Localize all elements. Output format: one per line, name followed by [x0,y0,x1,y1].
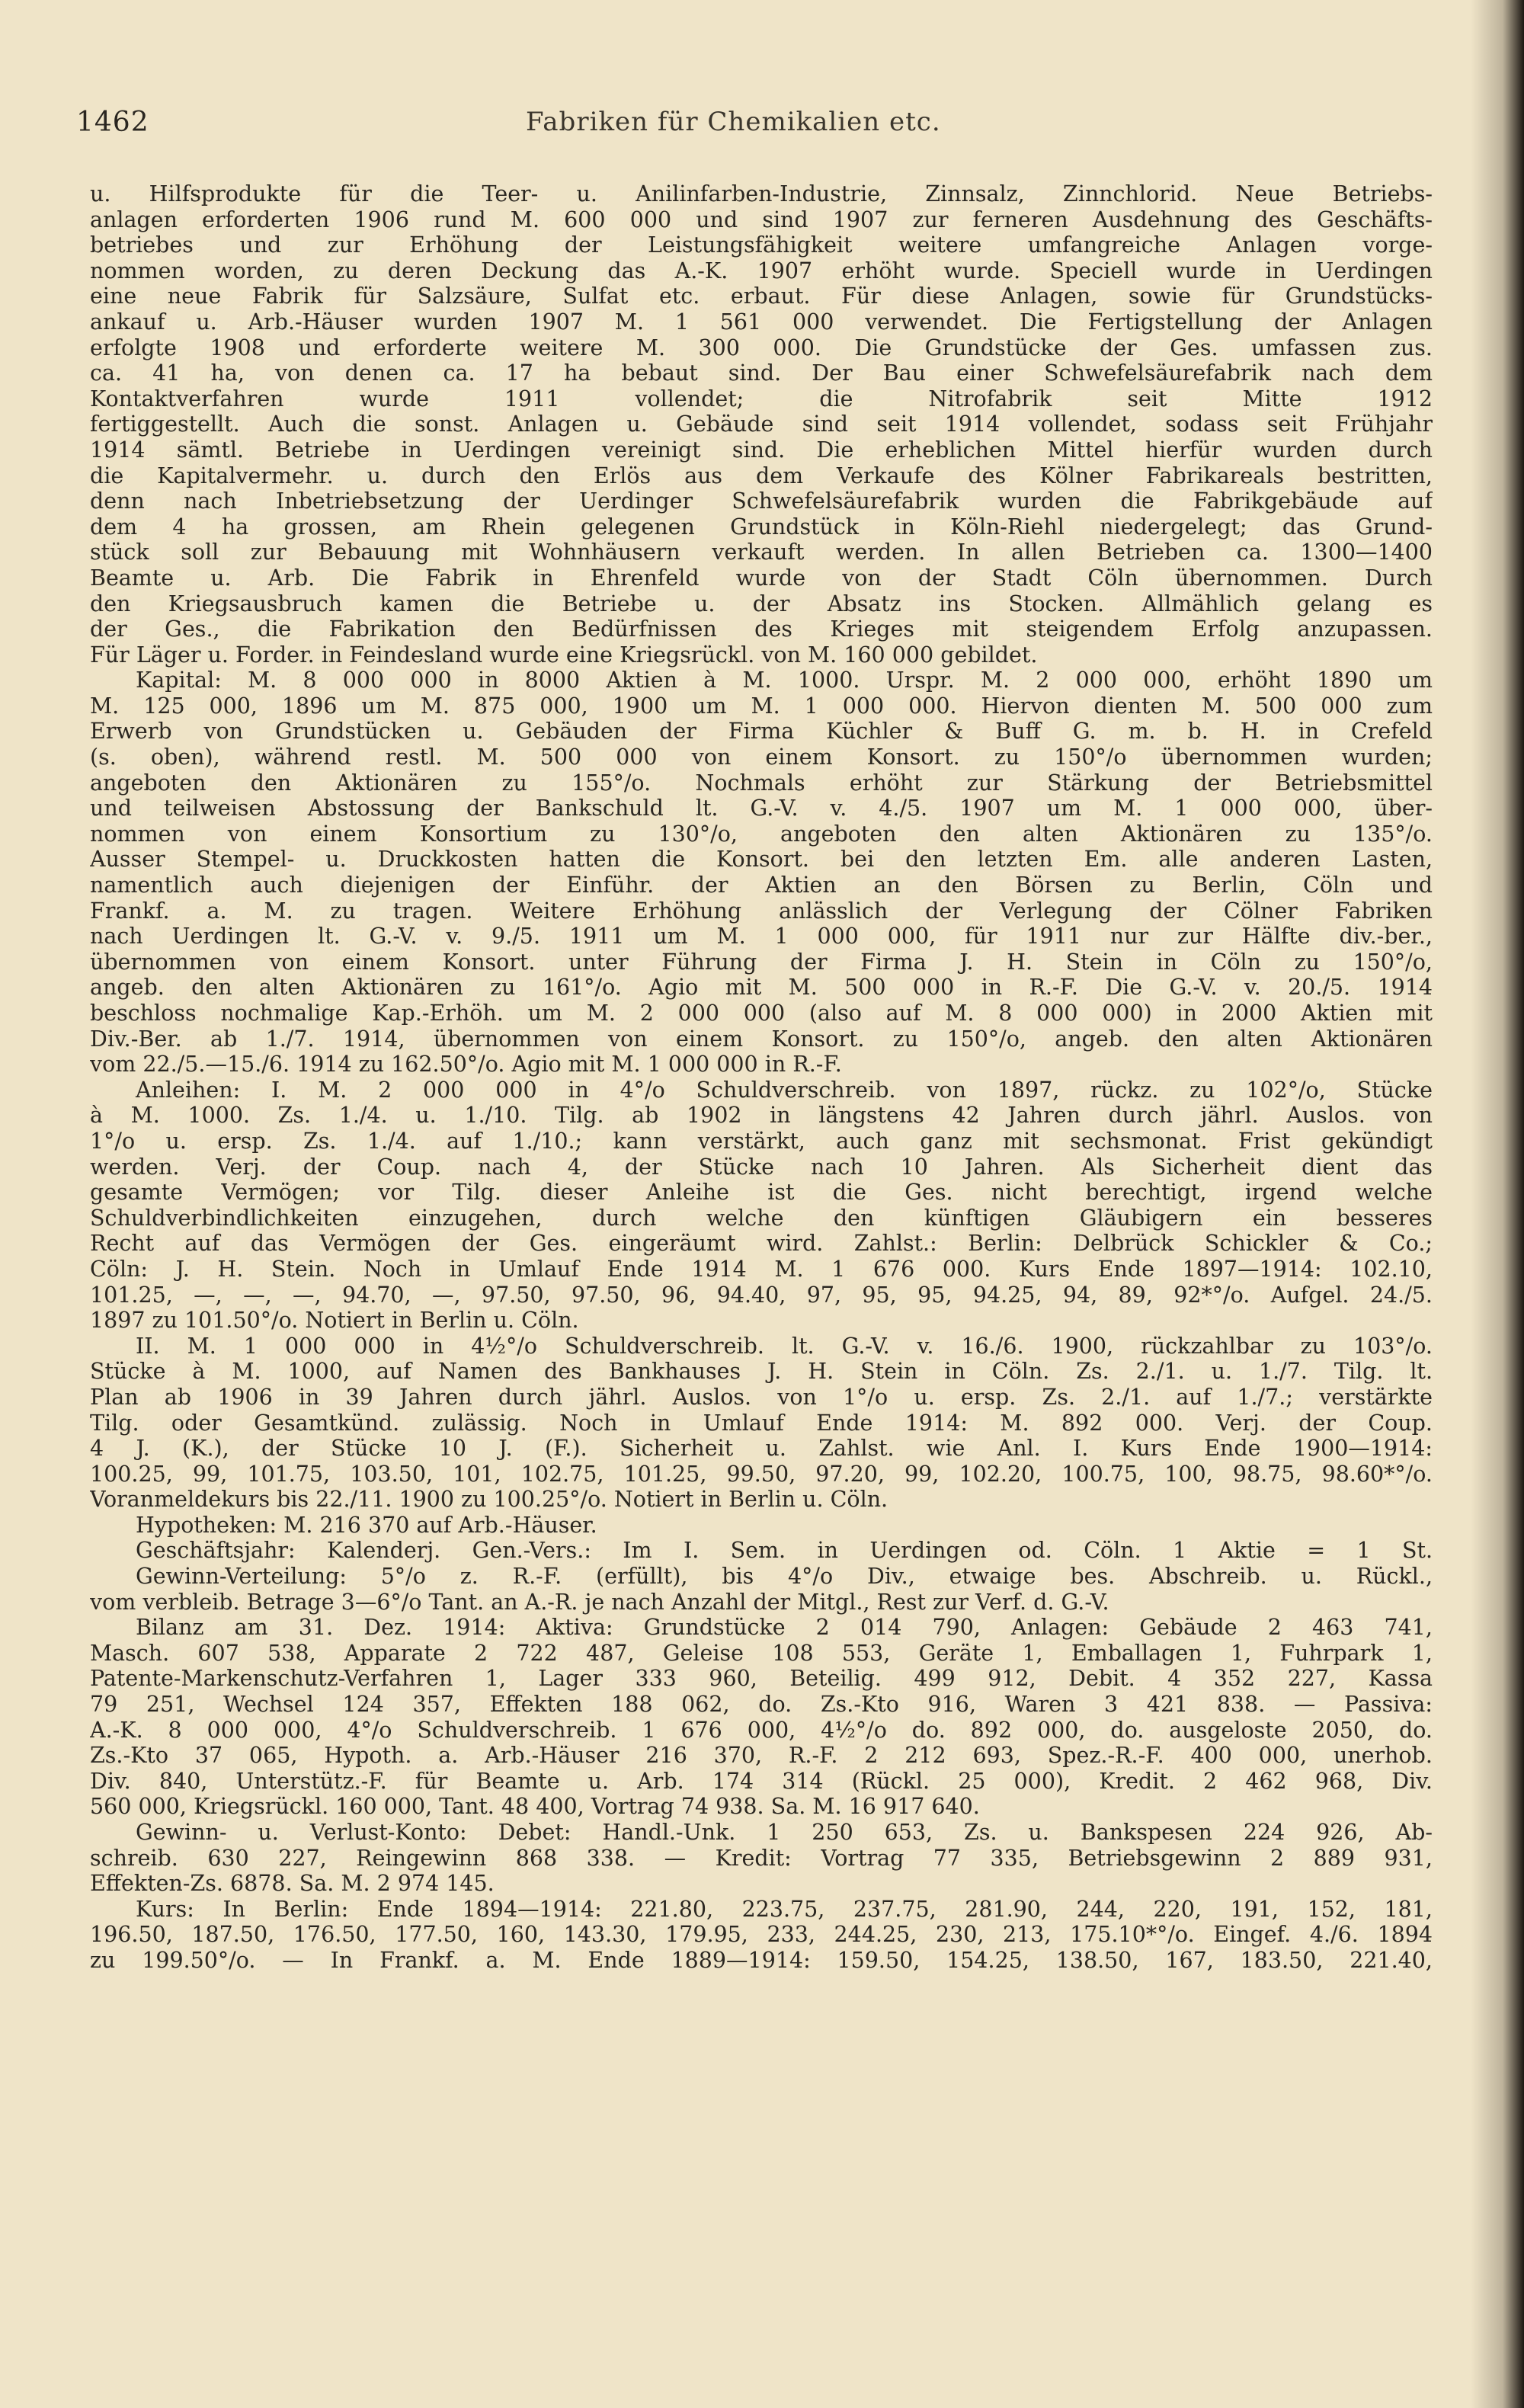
text-line: stück soll zur Bebauung mit Wohnhäusern verkauft werden. In allen Betrieben ca. 1300—1400 [90,540,1433,565]
text-line: namentlich auch diejenigen der Einführ. der Aktien an den Börsen zu Berlin, Cöln und [90,873,1433,898]
text-line: schreib. 630 227, Reingewinn 868 338. — Kredit: Vortrag 77 335, Betriebsgewinn 2 889 931, [90,1845,1433,1871]
text-line: nommen worden, zu deren Deckung das A.-K. 1907 erhöht wurde. Speciell wurde in Uerdingen [90,258,1433,283]
text-line: 1°/o u. ersp. Zs. 1./4. auf 1./10.; kann verstärkt, auch ganz mit sechsmonat. Frist gekündigt [90,1128,1433,1154]
gewinn-verteilung-paragraph-start: Gewinn-Verteilung: 5°/o z. R.-F. (erfüllt), bis 4°/o Div., etwaige bes. Abschreib. u. Rückl., [136,1564,1433,1590]
text-line: 1914 sämtl. Betriebe in Uerdingen vereinigt sind. Die erheblichen Mittel hierfür wurden durch [90,437,1433,463]
text-line: und teilweisen Abstossung der Bankschuld lt. G.-V. v. 4./5. 1907 um M. 1 000 000, über- [90,796,1433,821]
text-line: Cöln: J. H. Stein. Noch in Umlauf Ende 1914 M. 1 676 000. Kurs Ende 1897—1914: 102.10, [90,1256,1433,1282]
text-line: Frankf. a. M. zu tragen. Weitere Erhöhung anlässlich der Verlegung der Cölner Fabriken [90,898,1433,924]
text-line: 101.25, —, —, —, 94.70, —, 97.50, 97.50, 96, 94.40, 97, 95, 95, 94.25, 94, 89, 92*°/o. Aufgel. 24./5. [90,1282,1433,1308]
text-line: angeb. den alten Aktionären zu 161°/o. Agio mit M. 500 000 in R.-F. Die G.-V. v. 20./5. 1914 [90,975,1433,1001]
text-line: Zs.-Kto 37 065, Hypoth. a. Arb.-Häuser 216 370, R.-F. 2 212 693, Spez.-R.-F. 400 000, unerhob. [90,1743,1433,1769]
text-line: Masch. 607 538, Apparate 2 722 487, Geleise 108 553, Geräte 1, Emballagen 1, Fuhrpark 1, [90,1640,1433,1666]
text-line: Patente-Markenschutz-Verfahren 1, Lager 333 960, Beteilig. 499 912, Debit. 4 352 227, Kassa [90,1666,1433,1692]
text-line: M. 125 000, 1896 um M. 875 000, 1900 um M. 1 000 000. Hiervon dienten M. 500 000 zum [90,693,1433,719]
text-line: Div. 840, Unterstütz.-F. für Beamte u. Arb. 174 314 (Rückl. 25 000), Kredit. 2 462 968, Div. [90,1768,1433,1794]
text-line: A.-K. 8 000 000, 4°/o Schuldverschreib. 1 676 000, 4½°/o do. 892 000, do. ausgeloste 2050, do. [90,1717,1433,1743]
text-line: übernommen von einem Konsort. unter Führung der Firma J. H. Stein in Cöln zu 150°/o, [90,949,1433,975]
text-line: denn nach Inbetriebsetzung der Uerdinger Schwefelsäurefabrik wurden die Fabrikgebäude auf [90,488,1433,514]
text-line: Schuldverbindlichkeiten einzugehen, durch welche den künftigen Gläubigern ein besseres [90,1205,1433,1231]
text-line: Recht auf das Vermögen der Ges. eingeräumt wird. Zahlst.: Berlin: Delbrück Schickler & Co.; [90,1231,1433,1257]
text-line: gesamte Vermögen; vor Tilg. dieser Anleihe ist die Ges. nicht berechtigt, irgend welche [90,1180,1433,1206]
text-line: anlagen erforderten 1906 rund M. 600 000 und sind 1907 zur ferneren Ausdehnung des Geschäfts- [90,207,1433,232]
text-line: u. Hilfsprodukte für die Teer- u. Anilinfarben-Industrie, Zinnsalz, Zinnchlorid. Neue Betriebs- [90,181,1433,207]
anleihe-ii-paragraph-start: II. M. 1 000 000 in 4½°/o Schuldverschreib. lt. G.-V. v. 16./6. 1900, rückzahlbar zu 103°/o. [136,1333,1433,1359]
text-line: beschloss nochmalige Kap.-Erhöh. um M. 2 000 000 (also auf M. 8 000 000) in 2000 Aktien mit [90,1001,1433,1026]
kapital-paragraph-start: Kapital: M. 8 000 000 in 8000 Aktien à M. 1000. Urspr. M. 2 000 000, erhöht 1890 um [136,668,1433,693]
text-line: ankauf u. Arb.-Häuser wurden 1907 M. 1 561 000 verwendet. Die Fertigstellung der Anlagen [90,309,1433,335]
text-line: nommen von einem Konsortium zu 130°/o, angeboten den alten Aktionären zu 135°/o. [90,821,1433,847]
text-line: Erwerb von Grundstücken u. Gebäuden der Firma Küchler & Buff G. m. b. H. in Crefeld [90,719,1433,744]
body-text [90,181,1433,1974]
text-line: vom 22./5.—15./6. 1914 zu 162.50°/o. Agio mit M. 1 000 000 in R.-F. [90,1052,842,1078]
text-line: (s. oben), während restl. M. 500 000 von einem Konsort. zu 150°/o übernommen wurden; [90,744,1433,770]
text-line: angeboten den Aktionären zu 155°/o. Nochmals erhöht zur Stärkung der Betriebsmittel [90,770,1433,796]
geschaeftsjahr-line: Geschäftsjahr: Kalenderj. Gen.-Vers.: Im I. Sem. in Uerdingen od. Cöln. 1 Aktie = 1 St. [136,1538,1433,1564]
text-line: nach Uerdingen lt. G.-V. v. 9./5. 1911 um M. 1 000 000, für 1911 nur zur Hälfte div.-ber., [90,924,1433,949]
bilanz-paragraph-start: Bilanz am 31. Dez. 1914: Aktiva: Grundstücke 2 014 790, Anlagen: Gebäude 2 463 741, [136,1615,1433,1641]
text-line: Voranmeldekurs bis 22./11. 1900 zu 100.25°/o. Notiert in Berlin u. Cöln. [90,1487,888,1513]
text-line: Effekten-Zs. 6878. Sa. M. 2 974 145. [90,1871,495,1897]
anleihen-paragraph-start: Anleihen: I. M. 2 000 000 in 4°/o Schuldverschreib. von 1897, rückz. zu 102°/o, Stücke [136,1077,1433,1103]
text-line: eine neue Fabrik für Salzsäure, Sulfat etc. erbaut. Für diese Anlagen, sowie für Grundstücks- [90,283,1433,309]
running-title: Fabriken für Chemikalien etc. [526,107,941,137]
page-number: 1462 [76,107,149,138]
text-line: Stücke à M. 1000, auf Namen des Bankhauses J. H. Stein in Cöln. Zs. 2./1. u. 1./7. Tilg. lt. [90,1359,1433,1385]
text-line: à M. 1000. Zs. 1./4. u. 1./10. Tilg. ab 1902 in längstens 42 Jahren durch jährl. Auslos. von [90,1103,1433,1129]
page-header [76,107,1448,152]
text-line: den Kriegsausbruch kamen die Betriebe u. der Absatz ins Stocken. Allmählich gelang es [90,591,1433,616]
text-line: 196.50, 187.50, 176.50, 177.50, 160, 143.30, 179.95, 233, 244.25, 230, 213, 175.10*°/o. Eingef. 4./6. 1894 [90,1922,1433,1948]
hypotheken-line: Hypotheken: M. 216 370 auf Arb.-Häuser. [136,1512,597,1538]
text-line: Div.-Ber. ab 1./7. 1914, übernommen von einem Konsort. zu 150°/o, angeb. den alten Aktionären [90,1026,1433,1052]
text-line: die Kapitalvermehr. u. durch den Erlös aus dem Verkaufe des Kölner Fabrikareals bestritten, [90,463,1433,488]
text-line: Für Läger u. Forder. in Feindesland wurde eine Kriegsrückl. von M. 160 000 gebildet. [90,642,1038,668]
text-line: Kontaktverfahren wurde 1911 vollendet; die Nitrofabrik seit Mitte 1912 [90,386,1433,411]
text-line: erfolgte 1908 und erforderte weitere M. 300 000. Die Grundstücke der Ges. umfassen zus. [90,335,1433,360]
text-line: dem 4 ha grossen, am Rhein gelegenen Grundstück in Köln-Riehl niedergelegt; das Grund- [90,514,1433,540]
gewinn-verlust-konto-paragraph-start: Gewinn- u. Verlust-Konto: Debet: Handl.-Unk. 1 250 653, Zs. u. Bankspesen 224 926, Ab- [136,1820,1433,1845]
text-line: 1897 zu 101.50°/o. Notiert in Berlin u. Cöln. [90,1308,579,1334]
kurs-paragraph-start: Kurs: In Berlin: Ende 1894—1914: 221.80, 223.75, 237.75, 281.90, 244, 220, 191, 152, 181, [136,1896,1433,1922]
text-line: Tilg. oder Gesamtkünd. zulässig. Noch in Umlauf Ende 1914: M. 892 000. Verj. der Coup. [90,1410,1433,1436]
text-line: vom verbleib. Betrage 3—6°/o Tant. an A.-R. je nach Anzahl der Mitgl., Rest zur Verf. d. G.-V. [90,1589,1109,1615]
text-line: 79 251, Wechsel 124 357, Effekten 188 062, do. Zs.-Kto 916, Waren 3 421 838. — Passiva: [90,1692,1433,1718]
text-line: Plan ab 1906 in 39 Jahren durch jährl. Auslos. von 1°/o u. ersp. Zs. 2./1. auf 1./7.; verstärkte [90,1384,1433,1410]
text-line: ca. 41 ha, von denen ca. 17 ha bebaut sind. Der Bau einer Schwefelsäurefabrik nach dem [90,360,1433,386]
text-line: 4 J. (K.), der Stücke 10 J. (F.). Sicherheit u. Zahlst. wie Anl. I. Kurs Ende 1900—1914: [90,1436,1433,1462]
text-line: betriebes und zur Erhöhung der Leistungsfähigkeit weitere umfangreiche Anlagen vorge- [90,232,1433,258]
text-line: 560 000, Kriegsrückl. 160 000, Tant. 48 400, Vortrag 74 938. Sa. M. 16 917 640. [90,1794,980,1820]
page-edge-shadow [1471,0,1524,2408]
text-line: der Ges., die Fabrikation den Bedürfnissen des Krieges mit steigendem Erfolg anzupassen. [90,616,1433,642]
text-line: Ausser Stempel- u. Druckkosten hatten die Konsort. bei den letzten Em. alle anderen Lasten, [90,847,1433,873]
text-line: 100.25, 99, 101.75, 103.50, 101, 102.75, 101.25, 99.50, 97.20, 99, 102.20, 100.75, 100, 98.75, 98.60*°/o. [90,1461,1433,1487]
text-line: Beamte u. Arb. Die Fabrik in Ehrenfeld wurde von der Stadt Cöln übernommen. Durch [90,565,1433,591]
text-line: werden. Verj. der Coup. nach 4, der Stücke nach 10 Jahren. Als Sicherheit dient das [90,1154,1433,1180]
text-line: zu 199.50°/o. — In Frankf. a. M. Ende 1889—1914: 159.50, 154.25, 138.50, 167, 183.50, 221.40, [90,1947,1433,1973]
text-line: fertiggestellt. Auch die sonst. Anlagen u. Gebäude sind seit 1914 vollendet, sodass seit Frühjahr [90,411,1433,437]
